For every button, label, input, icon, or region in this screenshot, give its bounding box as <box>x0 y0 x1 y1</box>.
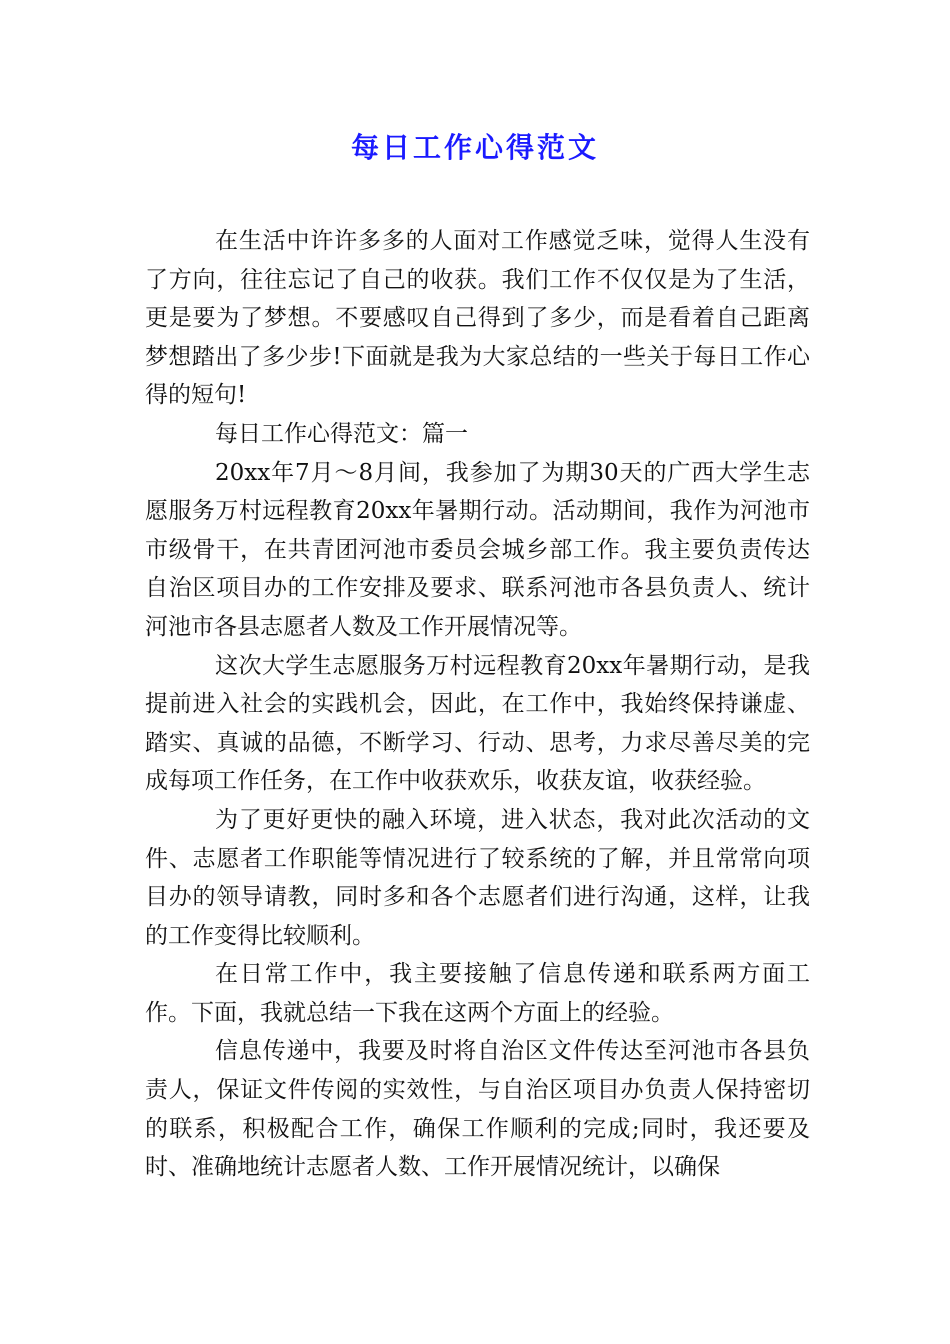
document-body <box>145 222 810 1187</box>
paragraph-intro: 在生活中许许多多的人面对工作感觉乏味，觉得人生没有了方向，往往忘记了自己的收获。我们工作不仅仅是为了生活，更是要为了梦想。不要感叹自己得到了多少，而是看着自己距离梦想踏出了多少步!下面就是我为大家总结的一些关于每日工作心得的短句! <box>145 228 810 409</box>
document-title: 每日工作心得范文 <box>350 131 599 164</box>
paragraph-daily-work: 在日常工作中，我主要接触了信息传递和联系两方面工作。下面，我就总结一下我在这两个方面上的经验。 <box>145 961 810 1026</box>
paragraph-practice: 这次大学生志愿服务万村远程教育20xx年暑期行动，是我提前进入社会的实践机会，因此，在工作中，我始终保持谦虚、踏实、真诚的品德，不断学习、行动、思考，力求尽善尽美的完成每项工作任务，在工作中收获欢乐，收获友谊，收获经验。 <box>145 652 810 795</box>
paragraph-activity: 20xx年7月～8月间，我参加了为期30天的广西大学生志愿服务万村远程教育20xx年暑期行动。活动期间，我作为河池市市级骨干，在共青团河池市委员会城乡部工作。我主要负责传达自治区项目办的工作安排及要求、联系河池市各县负责人、统计河池市各县志愿者人数及工作开展情况等。 <box>145 459 810 640</box>
paragraph-information: 信息传递中，我要及时将自治区文件传达至河池市各县负责人，保证文件传阅的实效性，与自治区项目办负责人保持密切的联系，积极配合工作，确保工作顺利的完成;同时，我还要及时、准确地统计志愿者人数、工作开展情况统计，以确保 <box>145 1038 810 1181</box>
paragraph-section-heading: 每日工作心得范文：篇一 <box>215 420 468 447</box>
paragraph-environment: 为了更好更快的融入环境，进入状态，我对此次活动的文件、志愿者工作职能等情况进行了较系统的了解，并且常常向项目办的领导请教，同时多和各个志愿者们进行沟通，这样，让我的工作变得比较顺利。 <box>145 806 810 949</box>
